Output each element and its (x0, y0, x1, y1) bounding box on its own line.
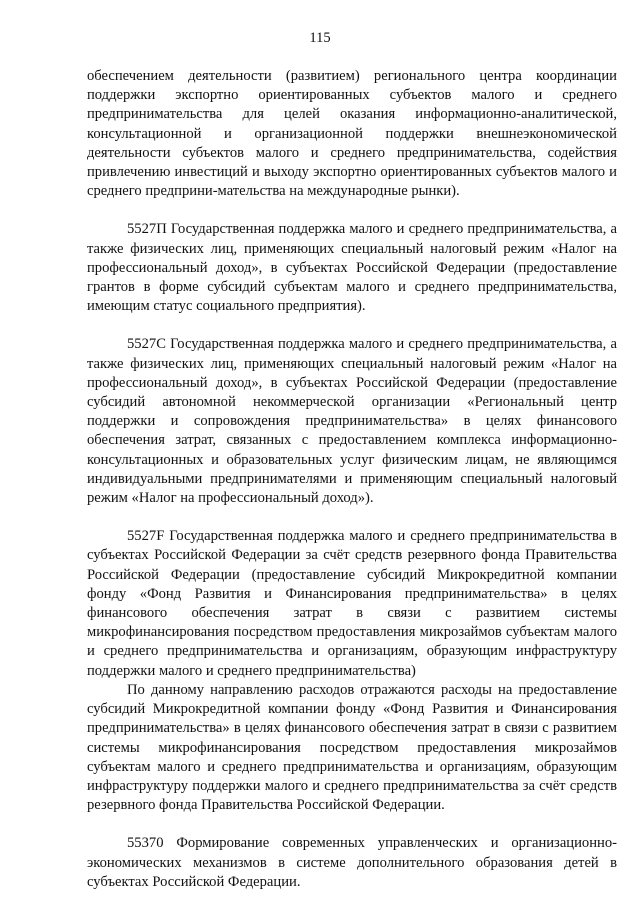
paragraph-5527F: 5527F Государственная поддержка малого и среднего предпринимательства в субъектах Российской Федерации за счёт средств резервного фонда Правительства Российской Федерации (предоставление субсидий Микрокредитной компании фонду «Фонд Развития и Финансирования предпринимательства» в целях финансового обеспечения затрат в связи с развитием системы микрофинансирования посредством предоставления микрозаймов субъектам малого и среднего предпринимательства и организациям, образующим инфраструктуру поддержки малого и среднего предпринимательства) (87, 528, 617, 679)
paragraph-5527F-expenses: По данному направлению расходов отражаются расходы на предоставление субсидий Микрокредитной компании фонду «Фонд Развития и Финансирования предпринимательства» в целях финансового обеспечения затрат в связи с развитием системы микрофинансирования посредством предоставления микрозаймов субъектам малого и среднего предпринимательства и организациям, образующим инфраструктуру поддержки малого и среднего предпринимательства за счёт средств резервного фонда Правительства Российской Федерации. (87, 681, 617, 814)
paragraph-5527S: 5527С Государственная поддержка малого и среднего предпринимательства, а также физических лиц, применяющих специальный налоговый режим «Налог на профессиональный доход», в субъектах Российской Федерации (предоставление субсидий автономной некоммерческой организации «Региональный центр поддержки и сопровождения предпринимательства» в целях финансового обеспечения затрат, связанных с предоставлением комплекса информационно-консультационных и образовательных услуг физическим лицам, не являющимся индивидуальными предпринимателями и применяющим специальный налоговый режим «Налог на профессиональный доход»). (87, 336, 617, 507)
document-body (87, 67, 617, 892)
page-number: 115 (309, 30, 331, 46)
paragraph-55370: 55370 Формирование современных управленческих и организационно-экономических механизмов в системе дополнительного образования детей в субъектах Российской Федерации. (87, 835, 617, 890)
paragraph-5527P: 5527П Государственная поддержка малого и среднего предпринимательства, а также физических лиц, применяющих специальный налоговый режим «Налог на профессиональный доход», в субъектах Российской Федерации (предоставление грантов в форме субсидий субъектам малого и среднего предпринимательства, имеющим статус социального предприятия). (87, 221, 617, 315)
paragraph-continuation: обеспечением деятельности (развитием) регионального центра координации поддержки экспортно ориентированных субъектов малого и среднего предпринимательства для целей оказания информационно-аналитической, консультационной и организационной поддержки внешнеэкономической деятельности субъектов малого и среднего предпринимательства, содействия привлечению инвестиций и выходу экспортно ориентированных субъектов малого и среднего предприни-мательства на международные рынки). (87, 68, 617, 200)
